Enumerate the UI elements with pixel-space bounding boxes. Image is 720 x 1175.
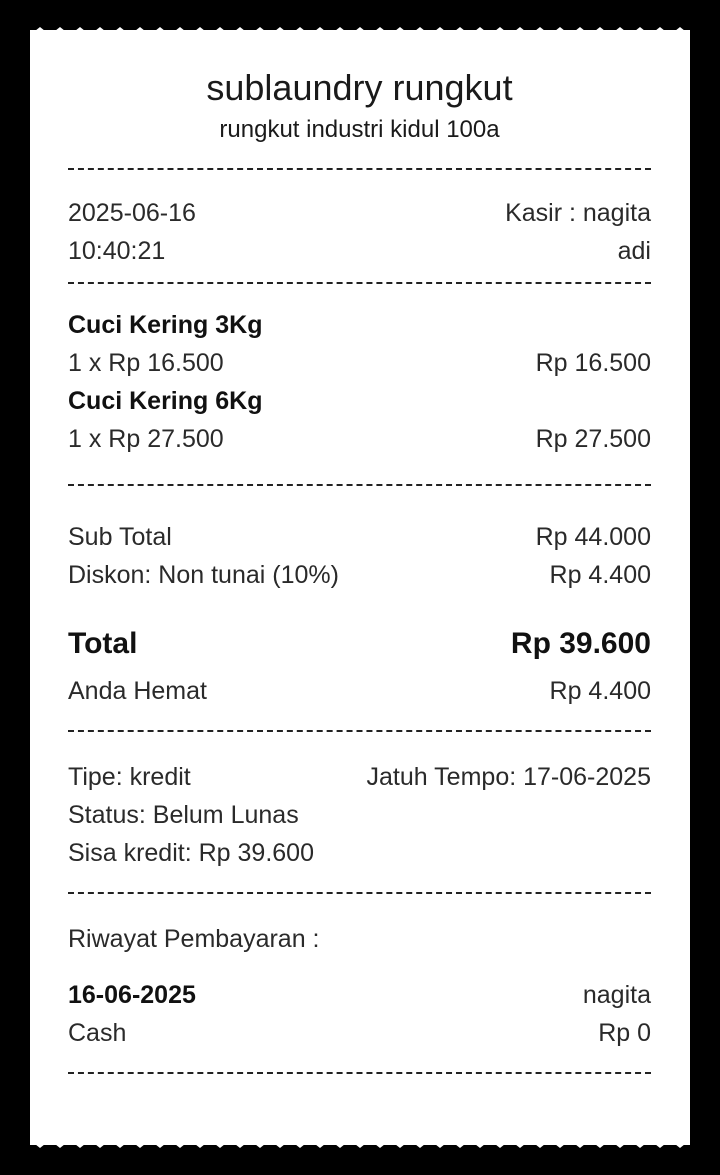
subtotal-row <box>68 518 651 556</box>
item-subtotal: Rp 27.500 <box>535 425 651 453</box>
list-item <box>68 306 651 382</box>
list-item <box>68 382 651 458</box>
item-name: Cuci Kering 3Kg <box>68 311 263 339</box>
discount-value: Rp 4.400 <box>549 561 651 589</box>
payment-date: 16-06-2025 <box>68 981 196 1009</box>
item-name: Cuci Kering 6Kg <box>68 387 263 415</box>
discount-label: Diskon: Non tunai (10%) <box>68 561 339 589</box>
subtotal-label: Sub Total <box>68 523 172 551</box>
receipt-content <box>68 60 651 1074</box>
total-value: Rp 39.600 <box>510 627 651 660</box>
saved-row <box>68 672 651 710</box>
total-label: Total <box>68 627 138 660</box>
saved-value: Rp 4.400 <box>549 677 651 705</box>
saved-label: Anda Hemat <box>68 677 207 705</box>
credit-remaining: Sisa kredit: Rp 39.600 <box>68 839 314 867</box>
cashier-label: Kasir : nagita <box>505 199 651 227</box>
payment-history-heading: Riwayat Pembayaran : <box>68 925 320 953</box>
store-name: sublaundry rungkut <box>206 67 513 108</box>
item-list <box>68 306 651 458</box>
credit-due-date: Jatuh Tempo: 17-06-2025 <box>366 763 651 791</box>
meta-row-2 <box>68 232 651 270</box>
item-subtotal: Rp 16.500 <box>535 349 651 377</box>
discount-row <box>68 556 651 594</box>
credit-status: Status: Belum Lunas <box>68 801 299 829</box>
receipt-bottom-edge <box>30 1134 690 1148</box>
cashier-name-continued: adi <box>617 237 651 265</box>
credit-type: Tipe: kredit <box>68 763 191 791</box>
meta-row-1 <box>68 194 651 232</box>
payment-entry <box>68 976 651 1052</box>
store-address: rungkut industri kidul 100a <box>219 116 500 143</box>
divider <box>68 1072 651 1074</box>
receipt-top-edge <box>30 27 690 41</box>
receipt-date: 2025-06-16 <box>68 199 196 227</box>
receipt-time: 10:40:21 <box>68 237 166 265</box>
item-qty-price: 1 x Rp 27.500 <box>68 425 224 453</box>
subtotal-value: Rp 44.000 <box>535 523 651 551</box>
item-qty-price: 1 x Rp 16.500 <box>68 349 224 377</box>
payment-amount: Rp 0 <box>598 1019 651 1047</box>
payment-user: nagita <box>582 981 651 1009</box>
total-row <box>68 622 651 666</box>
credit-type-row <box>68 758 651 796</box>
payment-method: Cash <box>68 1019 127 1047</box>
